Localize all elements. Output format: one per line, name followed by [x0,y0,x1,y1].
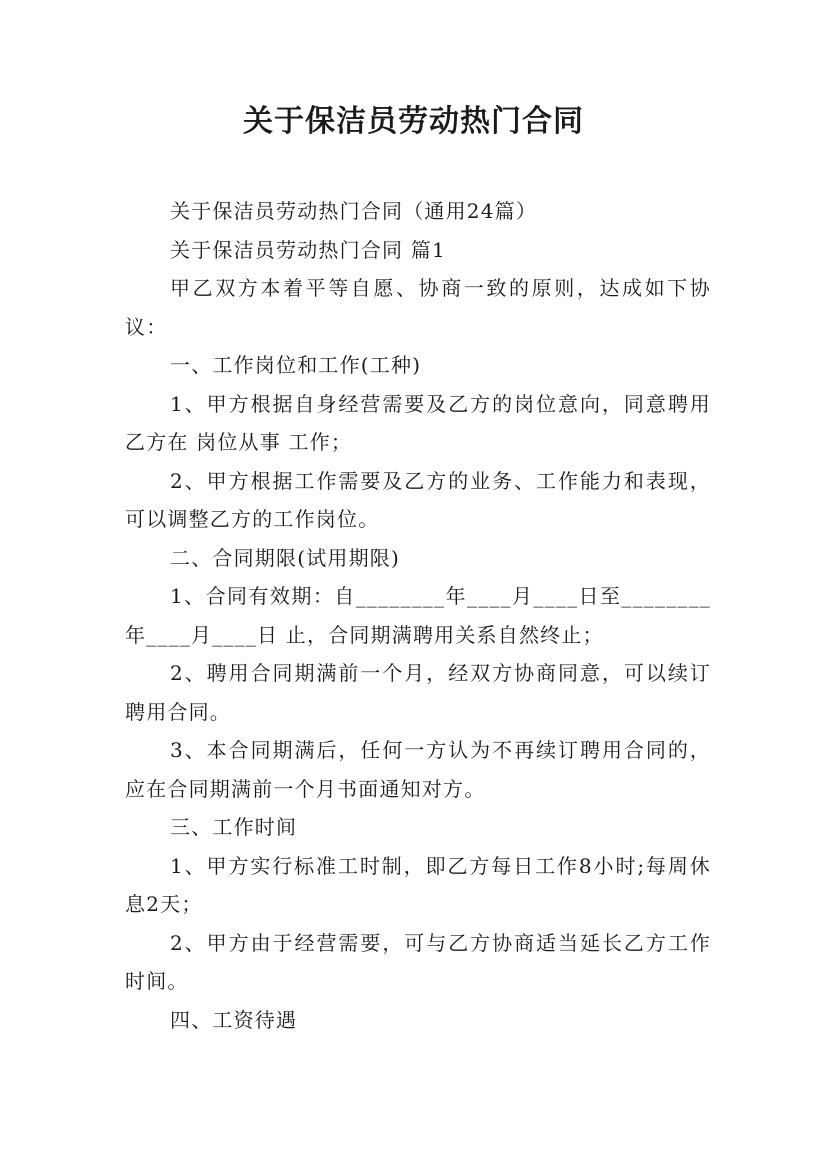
paragraph-clause: 2、甲方根据工作需要及乙方的业务、工作能力和表现，可以调整乙方的工作岗位。 [125,468,711,531]
paragraph-clause: 1、合同有效期：自________年____月____日至________年____月____日 止，合同期满聘用关系自然终止； [125,584,711,647]
paragraph-intro: 甲乙双方本着平等自愿、协商一致的原则，达成如下协议： [125,276,711,339]
paragraph-subtitle: 关于保洁员劳动热门合同（通用24篇） [170,199,538,223]
paragraph-clause: 1、甲方实行标准工时制，即乙方每日工作8小时;每周休息2天； [125,853,711,916]
document-body [125,192,711,1039]
heading-working-hours: 三、工作时间 [170,815,298,839]
heading-salary: 四、工资待遇 [170,1007,298,1032]
document-title: 关于保洁员劳动热门合同 [243,104,584,139]
paragraph-clause: 1、甲方根据自身经营需要及乙方的岗位意向，同意聘用乙方在 岗位从事 工作； [125,391,711,454]
heading-contract-term: 二、合同期限(试用期限) [170,545,401,570]
paragraph-section-heading: 关于保洁员劳动热门合同 篇1 [170,237,446,262]
paragraph-clause: 2、甲方由于经营需要，可与乙方协商适当延长乙方工作时间。 [125,930,711,993]
paragraph-clause: 3、本合同期满后，任何一方认为不再续订聘用合同的，应在合同期满前一个月书面通知对方。 [125,738,711,801]
heading-job-position: 一、工作岗位和工作(工种) [170,353,422,377]
paragraph-clause: 2、聘用合同期满前一个月，经双方协商同意，可以续订聘用合同。 [125,661,711,724]
